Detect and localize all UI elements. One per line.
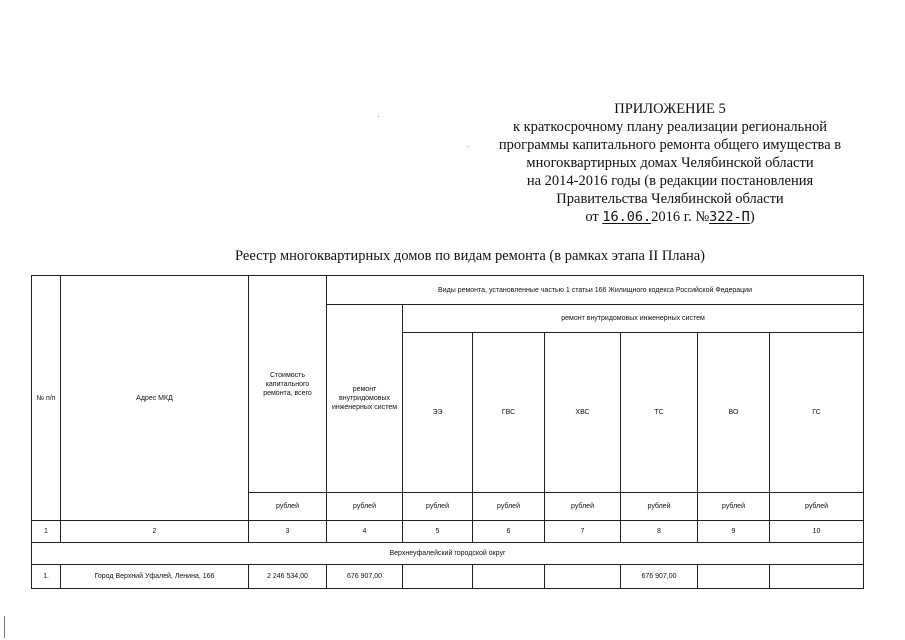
header-address: Адрес МКД [61, 276, 249, 521]
date-prefix: от [585, 209, 599, 225]
header-num: № п/п [32, 276, 61, 521]
region-row [32, 543, 864, 565]
row-address: Город Верхний Уфалей, Ленина, 166 [61, 565, 249, 589]
appendix-line: многоквартирных домах Челябинской области [526, 155, 814, 171]
header-ee: ЭЭ [403, 333, 473, 493]
handwritten-number: 322-П [709, 209, 750, 225]
appendix-line: на 2014-2016 годы (в редакции постановления [526, 173, 814, 189]
unit-ee: рублей [403, 493, 473, 521]
row-ee [403, 565, 473, 589]
unit-gvs: рублей [473, 493, 545, 521]
col-number: 3 [249, 521, 327, 543]
header-repair-types: Виды ремонта, установленные частью 1 статьи 166 Жилищного кодекса Российской Федерации [327, 276, 864, 305]
table-row [32, 565, 864, 589]
row-num: 1. [32, 565, 61, 589]
col-number: 2 [61, 521, 249, 543]
document-title: Реестр многоквартирных домов по видам ремонта (в рамках этапа II Плана) [235, 248, 705, 264]
appendix-line: Правительства Челябинской области [556, 191, 784, 207]
row-vo [698, 565, 770, 589]
unit-vo: рублей [698, 493, 770, 521]
region-name: Верхнеуфалейский городской округ [32, 543, 864, 565]
appendix-line: к краткосрочному плану реализации региональной [512, 119, 828, 135]
column-numbers-row [32, 521, 864, 543]
date-suffix: ) [749, 209, 755, 225]
col-number: 5 [403, 521, 473, 543]
col-number: 1 [32, 521, 61, 543]
row-ts: 676 907,00 [621, 565, 698, 589]
header-ts: ТС [621, 333, 698, 493]
registry-table [31, 275, 864, 589]
col-number: 8 [621, 521, 698, 543]
header-gvs: ГВС [473, 333, 545, 493]
appendix-date-line [470, 208, 870, 226]
col-number: 10 [770, 521, 864, 543]
scan-edge-mark [4, 616, 5, 638]
row-internal: 676 907,00 [327, 565, 403, 589]
appendix-header [470, 100, 870, 226]
unit-hvs: рублей [545, 493, 621, 521]
col-number: 6 [473, 521, 545, 543]
col-number: 9 [698, 521, 770, 543]
unit-ts: рублей [621, 493, 698, 521]
col-number: 7 [545, 521, 621, 543]
unit-internal: рублей [327, 493, 403, 521]
scan-speck [468, 146, 469, 147]
appendix-line: программы капитального ремонта общего имущества в [498, 137, 842, 153]
header-internal-repair: ремонт внутридомовых инженерных систем [327, 305, 403, 493]
header-hvs: ХВС [545, 333, 621, 493]
header-vo: ВО [698, 333, 770, 493]
unit-gs: рублей [770, 493, 864, 521]
row-gs [770, 565, 864, 589]
scan-speck [378, 116, 379, 117]
row-gvs [473, 565, 545, 589]
date-year: 2016 г. № [651, 209, 710, 225]
row-hvs [545, 565, 621, 589]
col-number: 4 [327, 521, 403, 543]
header-cost: Стоимость капитального ремонта, всего [249, 276, 327, 493]
header-gs: ГС [770, 333, 864, 493]
unit-cost: рублей [249, 493, 327, 521]
handwritten-date: 16.06. [602, 209, 652, 225]
header-internal-systems: ремонт внутридомовых инженерных систем [403, 305, 864, 333]
row-cost: 2 246 534,00 [249, 565, 327, 589]
appendix-title: ПРИЛОЖЕНИЕ 5 [614, 101, 726, 117]
